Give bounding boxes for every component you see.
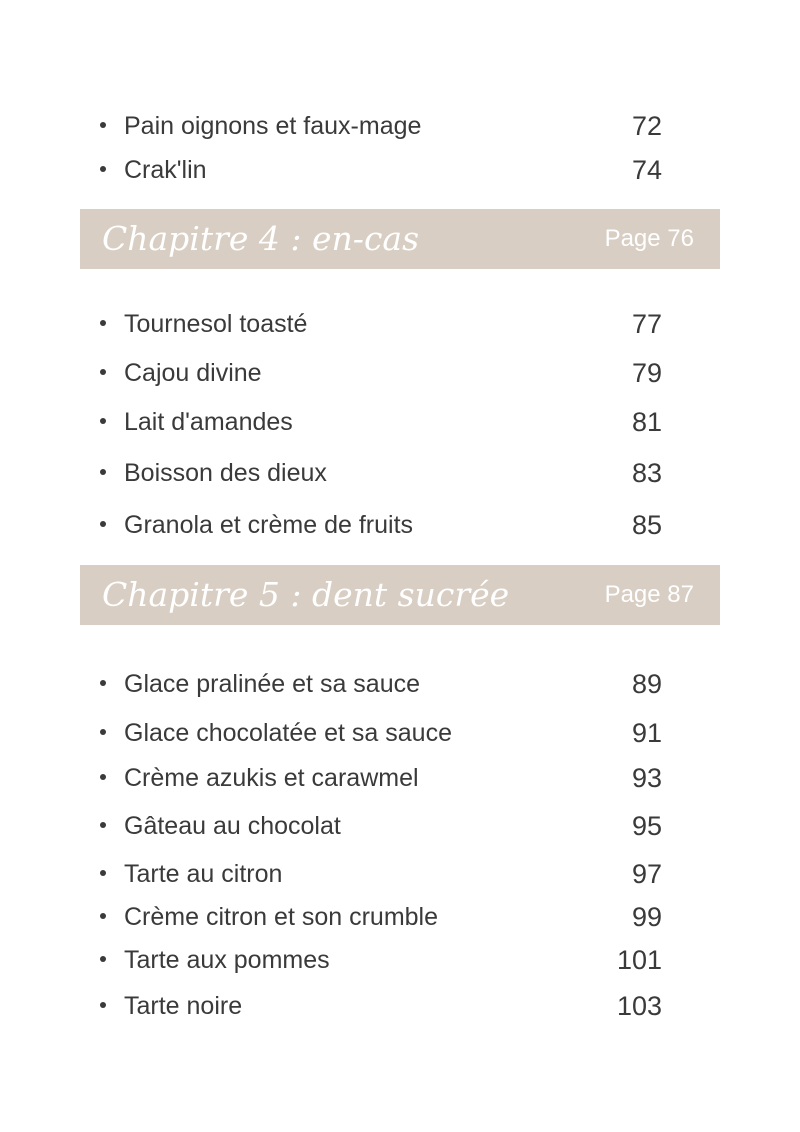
bullet-icon [100, 680, 106, 686]
entry-title: Tarte noire [124, 992, 243, 1020]
bullet-icon [100, 956, 106, 962]
entry-page-number: 81 [631, 407, 662, 437]
entry-page-number: 99 [631, 902, 662, 932]
bullet-icon [100, 521, 106, 527]
bullet-icon [100, 122, 106, 128]
toc-entry [100, 666, 662, 702]
entry-page-number: 89 [631, 669, 662, 699]
toc-entry [100, 808, 662, 844]
bullet-icon [100, 166, 106, 172]
bullet-icon [100, 822, 106, 828]
toc-entry [100, 404, 662, 440]
entry-page-number: 103 [616, 991, 662, 1021]
chapter-title: Chapitre 5 : dent sucrée [102, 575, 510, 614]
entry-page-number: 95 [631, 811, 662, 841]
toc-entry [100, 856, 662, 892]
entry-page-number: 91 [631, 718, 662, 748]
bullet-icon [100, 1002, 106, 1008]
bullet-icon [100, 774, 106, 780]
toc-entry [100, 306, 662, 342]
chapter-page-label: Page 87 [604, 581, 694, 608]
entry-title: Cajou divine [124, 359, 262, 387]
entry-title: Glace pralinée et sa sauce [124, 670, 421, 698]
entry-title: Gâteau au chocolat [124, 812, 341, 840]
chapter-title: Chapitre 4 : en-cas [102, 219, 420, 258]
entry-page-number: 93 [631, 763, 662, 793]
toc-entry [100, 355, 662, 391]
chapter-banner [80, 565, 720, 625]
entry-title: Granola et crème de fruits [124, 511, 414, 539]
bullet-icon [100, 320, 106, 326]
entry-title: Crème azukis et carawmel [124, 764, 419, 792]
toc-entry [100, 108, 662, 144]
toc-entry [100, 455, 662, 491]
entry-title: Pain oignons et faux-mage [124, 112, 422, 140]
entry-title: Tarte aux pommes [124, 946, 330, 974]
bullet-icon [100, 870, 106, 876]
toc-entry [100, 988, 662, 1024]
toc-entry [100, 942, 662, 978]
entry-page-number: 79 [631, 358, 662, 388]
chapter-page-label: Page 76 [604, 225, 694, 252]
entry-title: Crak'lin [124, 156, 207, 184]
bullet-icon [100, 469, 106, 475]
entry-page-number: 72 [631, 111, 662, 141]
chapter-banner [80, 209, 720, 269]
entry-title: Tournesol toasté [124, 310, 308, 338]
entry-title: Lait d'amandes [124, 408, 293, 436]
toc-entry [100, 152, 662, 188]
entry-page-number: 97 [631, 859, 662, 889]
entry-page-number: 101 [616, 945, 662, 975]
bullet-icon [100, 913, 106, 919]
bullet-icon [100, 369, 106, 375]
toc-entry [100, 715, 662, 751]
toc-entry [100, 507, 662, 543]
entry-page-number: 74 [631, 155, 662, 185]
bullet-icon [100, 729, 106, 735]
toc-entry [100, 760, 662, 796]
entry-page-number: 77 [631, 309, 662, 339]
entry-title: Tarte au citron [124, 860, 283, 888]
bullet-icon [100, 418, 106, 424]
entry-title: Crème citron et son crumble [124, 903, 439, 931]
toc-entry [100, 899, 662, 935]
entry-title: Glace chocolatée et sa sauce [124, 719, 452, 747]
entry-title: Boisson des dieux [124, 459, 327, 487]
entry-page-number: 83 [631, 458, 662, 488]
entry-page-number: 85 [631, 510, 662, 540]
